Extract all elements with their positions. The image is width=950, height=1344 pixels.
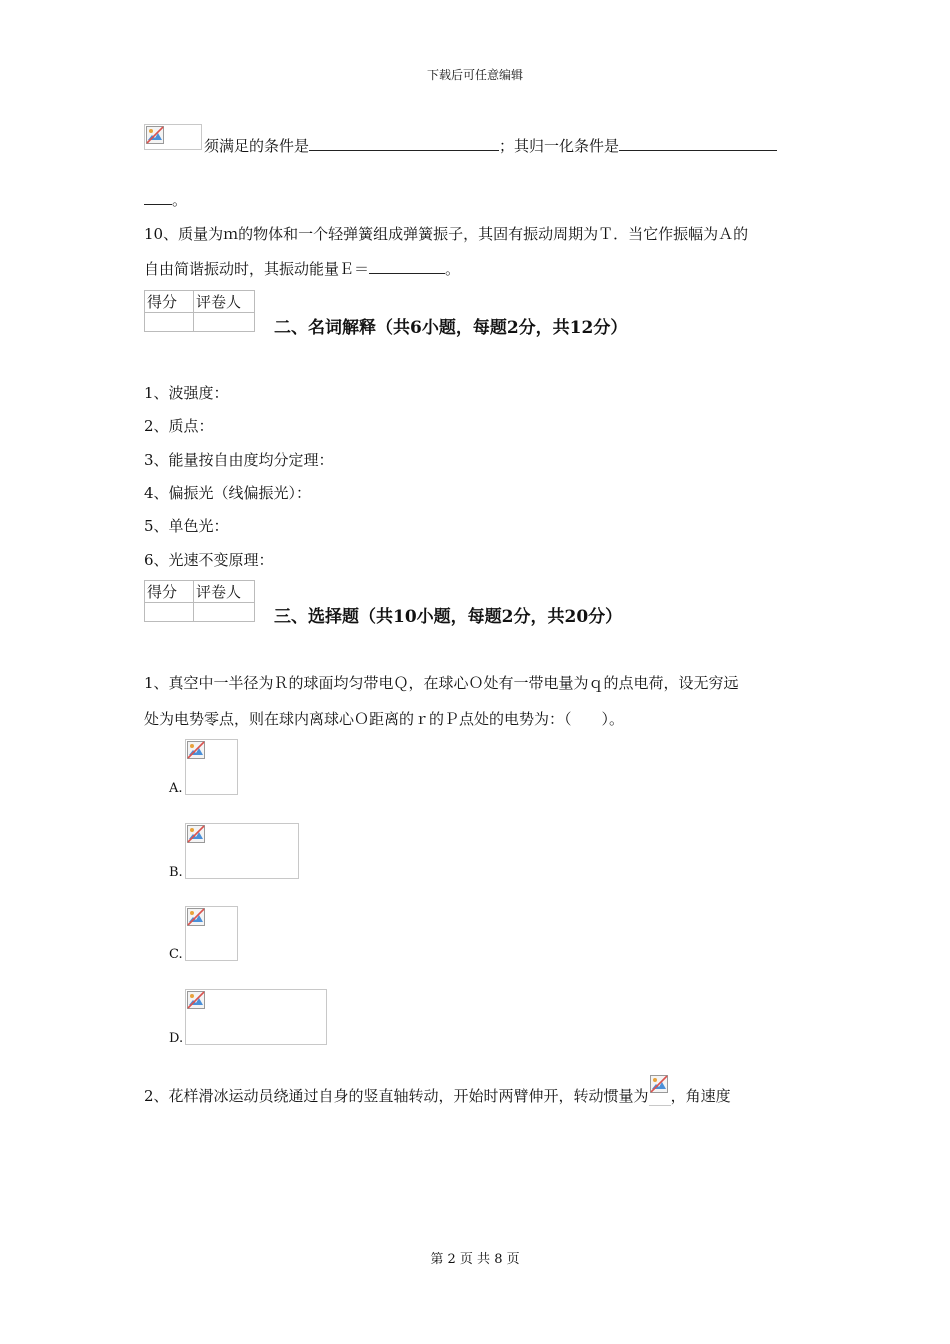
option-c-image[interactable] bbox=[185, 906, 238, 961]
broken-image-icon bbox=[187, 741, 205, 759]
term-item: 3、能量按自由度均分定理： bbox=[144, 451, 334, 469]
moment-inertia-image bbox=[649, 1085, 671, 1106]
q9-end: 。 bbox=[172, 191, 188, 209]
answer-blank bbox=[144, 190, 172, 205]
page-footer: 第 2 页 共 8 页 bbox=[430, 1252, 520, 1267]
option-d-image[interactable] bbox=[185, 989, 327, 1045]
score-table bbox=[144, 290, 255, 332]
mc-q2-text-1: 2、花样滑冰运动员绕通过自身的竖直轴转动，开始时两臂伸开，转动惯量为 bbox=[144, 1087, 649, 1105]
broken-image-icon bbox=[187, 991, 205, 1009]
score-cell bbox=[145, 313, 194, 332]
mc-q1-line2: 处为电势零点，则在球内离球心Ｏ距离的ｒ的Ｐ点处的电势为：（ ）。 bbox=[144, 710, 625, 728]
answer-blank bbox=[369, 259, 445, 274]
broken-image-icon bbox=[650, 1075, 668, 1093]
score-label: 得分 bbox=[145, 291, 194, 313]
score-label: 得分 bbox=[145, 581, 194, 603]
option-b-image[interactable] bbox=[185, 823, 299, 879]
option-a-label[interactable]: A. bbox=[169, 781, 183, 796]
score-cell bbox=[145, 603, 194, 622]
option-d-label[interactable]: D. bbox=[169, 1031, 184, 1046]
q10-end: 。 bbox=[445, 260, 461, 278]
term-item: 5、单色光： bbox=[144, 517, 229, 535]
answer-blank bbox=[619, 136, 777, 151]
formula-image bbox=[144, 124, 202, 150]
q9-line2 bbox=[144, 190, 187, 210]
option-a-image[interactable] bbox=[185, 739, 238, 795]
q9-text-1: 须满足的条件是 bbox=[204, 137, 310, 155]
option-b-label[interactable]: B. bbox=[169, 865, 183, 880]
grader-label: 评卷人 bbox=[194, 291, 255, 313]
section2-title: 二、名词解释（共6小题，每题2分，共12分） bbox=[274, 318, 628, 338]
grader-cell bbox=[194, 313, 255, 332]
mc-q2-text-2: ，角速度 bbox=[670, 1087, 731, 1105]
option-c-label[interactable]: C. bbox=[169, 947, 183, 962]
term-item: 4、偏振光（线偏振光）： bbox=[144, 484, 312, 502]
grader-cell bbox=[194, 603, 255, 622]
q9-text-2: ；其归一化条件是 bbox=[499, 137, 620, 155]
page-header: 下载后可任意编辑 bbox=[426, 68, 523, 82]
mc-q1-line1: 1、真空中一半径为Ｒ的球面均匀带电Ｑ，在球心Ｏ处有一带电量为ｑ的点电荷，设无穷远 bbox=[144, 674, 739, 692]
answer-blank bbox=[309, 136, 499, 151]
broken-image-icon bbox=[187, 825, 205, 843]
score-table bbox=[144, 580, 255, 622]
term-item: 2、质点： bbox=[144, 417, 214, 435]
term-item: 1、波强度： bbox=[144, 384, 229, 402]
term-item: 6、光速不变原理： bbox=[144, 551, 274, 569]
broken-image-icon bbox=[187, 908, 205, 926]
broken-image-icon bbox=[146, 126, 164, 144]
grader-label: 评卷人 bbox=[194, 581, 255, 603]
q9-line1 bbox=[204, 136, 777, 156]
q10-line1: 10、质量为ｍ的物体和一个轻弹簧组成弹簧振子，其固有振动周期为Ｔ．当它作振幅为Ａ的 bbox=[144, 225, 749, 243]
q10-text: 自由简谐振动时，其振动能量Ｅ＝ bbox=[144, 260, 370, 278]
mc-q2-line1 bbox=[144, 1085, 731, 1106]
section3-title: 三、选择题（共10小题，每题2分，共20分） bbox=[274, 607, 623, 627]
q10-line2 bbox=[144, 259, 460, 279]
